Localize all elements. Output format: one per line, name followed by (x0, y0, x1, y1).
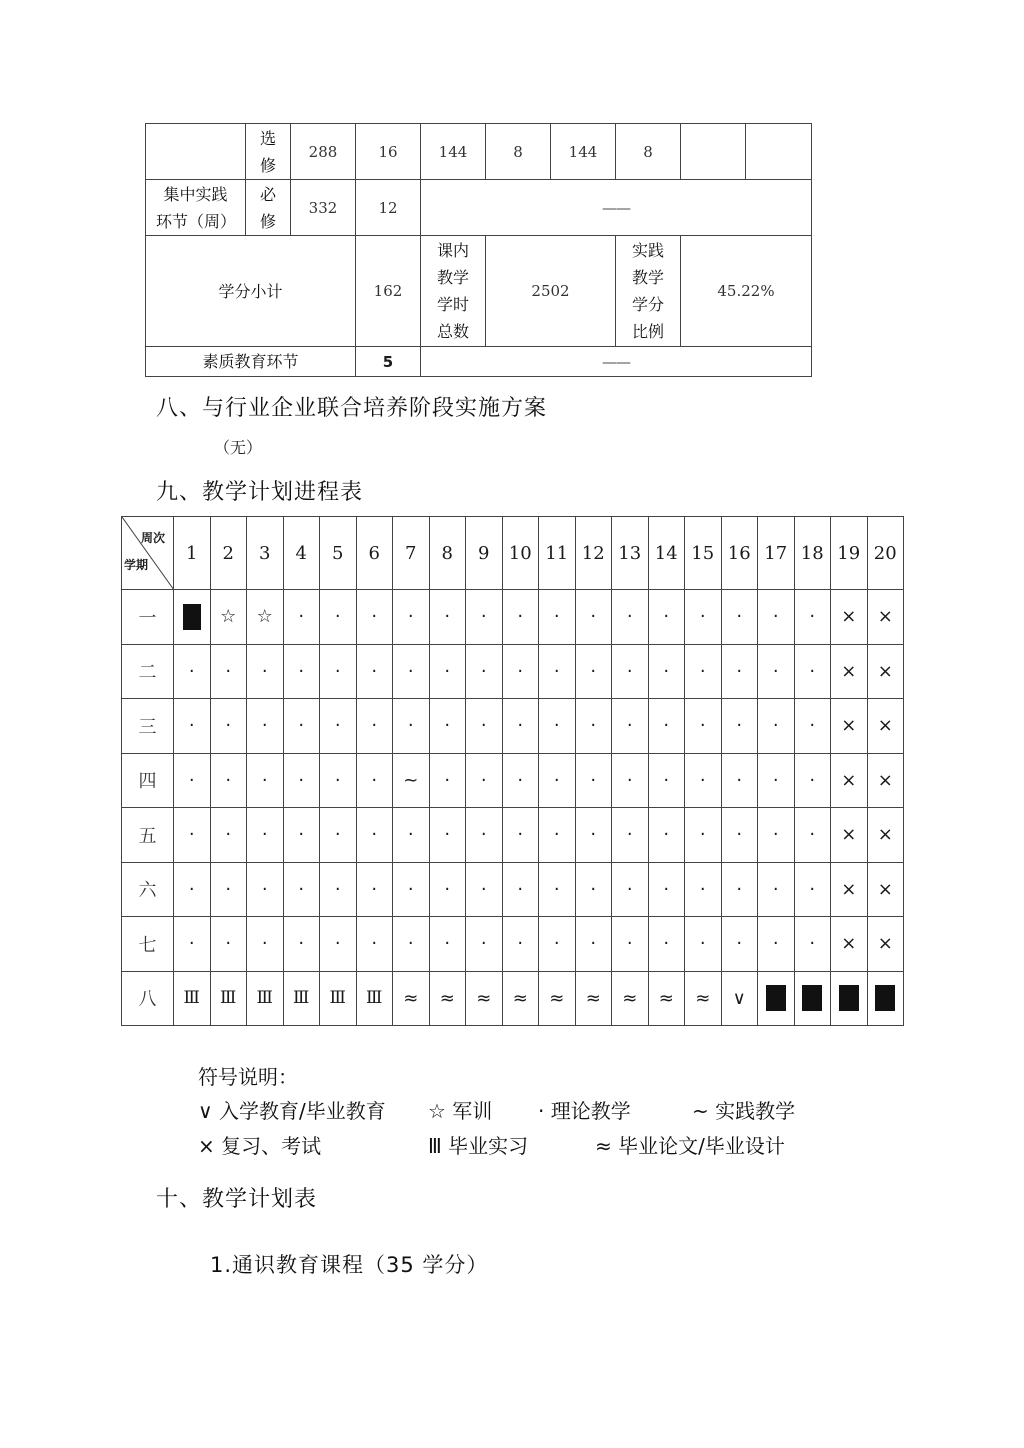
schedule-cell: · (758, 753, 795, 808)
schedule-cell: ≈ (685, 971, 722, 1026)
hours-cell: 332 (291, 180, 356, 236)
legend-item: × 复习、考试 (198, 1134, 322, 1158)
schedule-cell: · (356, 590, 393, 645)
section-10-title: 十、教学计划表 (156, 1187, 318, 1212)
schedule-cell: × (867, 808, 904, 863)
week-header-cell: 18 (794, 517, 831, 590)
schedule-cell: · (174, 808, 211, 863)
empty-cell (681, 124, 746, 180)
schedule-cell: · (685, 917, 722, 972)
schedule-cell-block (831, 971, 868, 1026)
schedule-cell: · (648, 917, 685, 972)
schedule-cell: · (356, 644, 393, 699)
schedule-cell: · (356, 753, 393, 808)
legend-title: 符号说明： (198, 1065, 298, 1089)
week-header-cell: 5 (320, 517, 357, 590)
week-header-cell: 13 (612, 517, 649, 590)
schedule-cell: · (539, 808, 576, 863)
schedule-cell: · (539, 753, 576, 808)
schedule-cell: · (721, 753, 758, 808)
week-header-cell: 1 (174, 517, 211, 590)
schedule-cell: · (612, 699, 649, 754)
hours-label: 课内教学学时总数 (421, 236, 486, 347)
schedule-cell: ≈ (648, 971, 685, 1026)
value-cell: 8 (616, 124, 681, 180)
schedule-cell: × (867, 753, 904, 808)
schedule-cell: · (429, 590, 466, 645)
schedule-cell: · (575, 862, 612, 917)
schedule-cell: · (320, 590, 357, 645)
filled-block-icon (839, 985, 859, 1011)
schedule-cell: · (466, 808, 503, 863)
schedule-cell: · (648, 753, 685, 808)
schedule-cell: · (685, 644, 722, 699)
schedule-cell: · (648, 808, 685, 863)
schedule-cell: · (612, 862, 649, 917)
schedule-cell: · (685, 699, 722, 754)
schedule-cell: · (393, 590, 430, 645)
schedule-cell: · (758, 862, 795, 917)
credits-cell: 12 (356, 180, 421, 236)
schedule-cell: × (831, 590, 868, 645)
schedule-cell: ≈ (502, 971, 539, 1026)
value-cell: 8 (486, 124, 551, 180)
schedule-cell: · (283, 862, 320, 917)
ratio-label: 实践教学学分比例 (616, 236, 681, 347)
subtotal-label: 学分小计 (146, 236, 356, 347)
schedule-cell: · (685, 753, 722, 808)
schedule-cell: Ⅲ (356, 971, 393, 1026)
schedule-cell: · (320, 808, 357, 863)
schedule-cell: · (283, 644, 320, 699)
term-row (122, 699, 904, 754)
schedule-cell: ∨ (721, 971, 758, 1026)
corner-week-label: 周次 (140, 531, 165, 545)
schedule-cell: · (283, 590, 320, 645)
filled-block-icon (875, 985, 895, 1011)
legend-item: ∨ 入学教育/毕业教育 (198, 1099, 386, 1123)
schedule-cell: · (794, 808, 831, 863)
schedule-cell: · (247, 699, 284, 754)
schedule-cell: · (758, 644, 795, 699)
term-label: 一 (122, 590, 174, 645)
schedule-cell: · (466, 699, 503, 754)
empty-cell (746, 124, 812, 180)
schedule-cell: · (174, 699, 211, 754)
schedule-cell: · (320, 753, 357, 808)
term-label: 二 (122, 644, 174, 699)
schedule-cell: · (356, 917, 393, 972)
schedule-cell: · (575, 699, 612, 754)
term-label: 三 (122, 699, 174, 754)
schedule-cell: · (466, 590, 503, 645)
schedule-cell: · (648, 699, 685, 754)
schedule-cell: · (721, 644, 758, 699)
teaching-schedule-table (121, 516, 904, 1026)
credit-summary-table (145, 123, 812, 377)
diagonal-line (122, 517, 174, 590)
schedule-cell: · (612, 753, 649, 808)
schedule-cell: · (575, 917, 612, 972)
schedule-cell: · (794, 917, 831, 972)
course-type-cell: 选修 (246, 124, 291, 180)
dash-cell: —— (421, 180, 812, 236)
filled-block-icon (183, 604, 201, 630)
schedule-cell: Ⅲ (283, 971, 320, 1026)
schedule-cell: × (831, 917, 868, 972)
week-header-cell: 19 (831, 517, 868, 590)
week-header-cell: 20 (867, 517, 904, 590)
schedule-cell: · (283, 808, 320, 863)
schedule-cell: · (539, 917, 576, 972)
schedule-cell: · (502, 590, 539, 645)
schedule-cell: · (210, 862, 247, 917)
schedule-cell: · (356, 862, 393, 917)
schedule-cell: · (393, 862, 430, 917)
schedule-cell: · (210, 644, 247, 699)
week-header-cell: 15 (685, 517, 722, 590)
schedule-cell: · (283, 753, 320, 808)
schedule-cell: · (612, 917, 649, 972)
schedule-cell: · (247, 917, 284, 972)
schedule-cell: · (247, 753, 284, 808)
empty-cell (146, 124, 246, 180)
term-row (122, 917, 904, 972)
schedule-cell: · (575, 808, 612, 863)
schedule-cell: · (393, 808, 430, 863)
schedule-cell: · (539, 644, 576, 699)
schedule-cell: · (174, 753, 211, 808)
schedule-cell: × (867, 699, 904, 754)
schedule-cell: ☆ (210, 590, 247, 645)
schedule-cell: · (794, 699, 831, 754)
term-row (122, 644, 904, 699)
week-header-row (122, 517, 904, 590)
schedule-cell: · (320, 862, 357, 917)
schedule-cell: · (721, 862, 758, 917)
schedule-cell: · (393, 917, 430, 972)
schedule-cell: × (831, 862, 868, 917)
schedule-cell: · (429, 862, 466, 917)
schedule-cell: · (648, 862, 685, 917)
subtotal-row (146, 236, 812, 347)
schedule-cell: · (283, 917, 320, 972)
schedule-cell: · (758, 590, 795, 645)
quality-row (146, 347, 812, 377)
hours-cell: 288 (291, 124, 356, 180)
schedule-cell: · (648, 644, 685, 699)
schedule-cell: × (831, 699, 868, 754)
quality-label: 素质教育环节 (146, 347, 356, 377)
schedule-cell: · (575, 644, 612, 699)
week-header-cell: 2 (210, 517, 247, 590)
week-header-cell: 4 (283, 517, 320, 590)
schedule-cell: · (794, 753, 831, 808)
schedule-cell: · (174, 917, 211, 972)
schedule-cell: · (174, 644, 211, 699)
week-header-cell: 7 (393, 517, 430, 590)
subtotal-credits: 162 (356, 236, 421, 347)
schedule-cell: · (429, 808, 466, 863)
week-header-cell: 12 (575, 517, 612, 590)
schedule-cell: · (429, 753, 466, 808)
schedule-cell: ≈ (466, 971, 503, 1026)
schedule-cell: · (794, 862, 831, 917)
schedule-cell: · (320, 699, 357, 754)
legend-item: ☆ 军训 (428, 1099, 493, 1123)
schedule-cell: · (539, 862, 576, 917)
schedule-cell: · (794, 590, 831, 645)
schedule-cell-block (794, 971, 831, 1026)
filled-block-icon (766, 985, 786, 1011)
term-label: 六 (122, 862, 174, 917)
legend-item: Ⅲ 毕业实习 (428, 1134, 529, 1158)
schedule-cell: · (685, 590, 722, 645)
term-row (122, 753, 904, 808)
legend-item: ~ 实践教学 (692, 1099, 796, 1123)
schedule-cell: ~ (393, 753, 430, 808)
week-header-cell: 10 (502, 517, 539, 590)
schedule-cell: · (612, 590, 649, 645)
credits-cell: 16 (356, 124, 421, 180)
value-cell: 144 (421, 124, 486, 180)
corner-term-label: 学期 (124, 558, 149, 572)
schedule-cell: · (502, 644, 539, 699)
schedule-cell: × (867, 644, 904, 699)
schedule-cell: · (210, 917, 247, 972)
schedule-cell: × (831, 644, 868, 699)
schedule-cell: Ⅲ (210, 971, 247, 1026)
schedule-cell: · (393, 699, 430, 754)
schedule-cell: · (539, 590, 576, 645)
schedule-cell-block (758, 971, 795, 1026)
schedule-cell: × (831, 753, 868, 808)
schedule-cell: · (320, 917, 357, 972)
term-label: 八 (122, 971, 174, 1026)
schedule-cell: · (210, 699, 247, 754)
schedule-cell: · (685, 862, 722, 917)
schedule-cell: × (867, 917, 904, 972)
schedule-cell: · (721, 917, 758, 972)
schedule-cell: · (502, 862, 539, 917)
schedule-cell: · (356, 808, 393, 863)
schedule-cell: · (721, 590, 758, 645)
schedule-cell: ≈ (575, 971, 612, 1026)
schedule-cell: · (502, 808, 539, 863)
schedule-cell: · (429, 917, 466, 972)
filled-block-icon (802, 985, 822, 1011)
schedule-cell: · (575, 753, 612, 808)
course-type-cell: 必修 (246, 180, 291, 236)
schedule-cell: · (539, 699, 576, 754)
schedule-cell: · (466, 862, 503, 917)
week-header-cell: 16 (721, 517, 758, 590)
schedule-cell: · (283, 699, 320, 754)
schedule-cell: · (758, 808, 795, 863)
schedule-cell: · (429, 644, 466, 699)
schedule-cell: ≈ (393, 971, 430, 1026)
week-header-cell: 8 (429, 517, 466, 590)
term-row (122, 590, 904, 645)
elective-row (146, 124, 812, 180)
practice-ratio: 45.22% (681, 236, 812, 347)
quality-credits: 5 (356, 347, 421, 377)
week-header-cell: 14 (648, 517, 685, 590)
schedule-cell: × (831, 808, 868, 863)
schedule-cell: · (502, 917, 539, 972)
section-10-subtitle: 1.通识教育课程（35 学分） (210, 1253, 489, 1277)
term-row (122, 808, 904, 863)
dash-cell: —— (421, 347, 812, 377)
schedule-cell: · (247, 862, 284, 917)
schedule-cell: · (356, 699, 393, 754)
category-cell: 集中实践环节（周） (146, 180, 246, 236)
schedule-cell: · (466, 917, 503, 972)
schedule-cell: · (648, 590, 685, 645)
schedule-cell: · (575, 590, 612, 645)
schedule-cell: · (794, 644, 831, 699)
schedule-cell: · (758, 699, 795, 754)
week-header-cell: 6 (356, 517, 393, 590)
schedule-cell-block (867, 971, 904, 1026)
schedule-cell: · (210, 808, 247, 863)
schedule-cell: × (867, 862, 904, 917)
legend-item: · 理论教学 (538, 1099, 631, 1123)
schedule-cell-block (174, 590, 211, 645)
schedule-cell: × (867, 590, 904, 645)
legend-item: ≈ 毕业论文/毕业设计 (595, 1134, 785, 1158)
term-label: 五 (122, 808, 174, 863)
schedule-cell: · (721, 808, 758, 863)
schedule-cell: · (393, 644, 430, 699)
practice-row (146, 180, 812, 236)
schedule-cell: ☆ (247, 590, 284, 645)
schedule-cell: · (320, 644, 357, 699)
total-hours: 2502 (486, 236, 616, 347)
schedule-cell: · (174, 862, 211, 917)
week-header-cell: 11 (539, 517, 576, 590)
week-header-cell: 9 (466, 517, 503, 590)
schedule-cell: ≈ (539, 971, 576, 1026)
section-8-note: （无） (214, 438, 263, 457)
schedule-cell: · (466, 753, 503, 808)
schedule-cell: Ⅲ (247, 971, 284, 1026)
schedule-cell: · (758, 917, 795, 972)
term-label: 七 (122, 917, 174, 972)
week-header-cell: 17 (758, 517, 795, 590)
schedule-cell: Ⅲ (320, 971, 357, 1026)
week-header-cell: 3 (247, 517, 284, 590)
schedule-cell: · (210, 753, 247, 808)
term-label: 四 (122, 753, 174, 808)
schedule-cell: · (466, 644, 503, 699)
schedule-cell: · (612, 644, 649, 699)
schedule-body (122, 590, 904, 1026)
schedule-cell: ≈ (429, 971, 466, 1026)
schedule-cell: · (247, 644, 284, 699)
section-8-title: 八、与行业企业联合培养阶段实施方案 (156, 396, 548, 421)
term-row (122, 971, 904, 1026)
schedule-cell: · (502, 753, 539, 808)
schedule-cell: · (612, 808, 649, 863)
section-9-title: 九、教学计划进程表 (156, 480, 364, 505)
schedule-cell: ≈ (612, 971, 649, 1026)
schedule-cell: · (685, 808, 722, 863)
schedule-cell: Ⅲ (174, 971, 211, 1026)
value-cell: 144 (551, 124, 616, 180)
schedule-cell: · (502, 699, 539, 754)
schedule-cell: · (721, 699, 758, 754)
schedule-cell: · (429, 699, 466, 754)
schedule-cell: · (247, 808, 284, 863)
corner-cell (122, 517, 174, 590)
term-row (122, 862, 904, 917)
